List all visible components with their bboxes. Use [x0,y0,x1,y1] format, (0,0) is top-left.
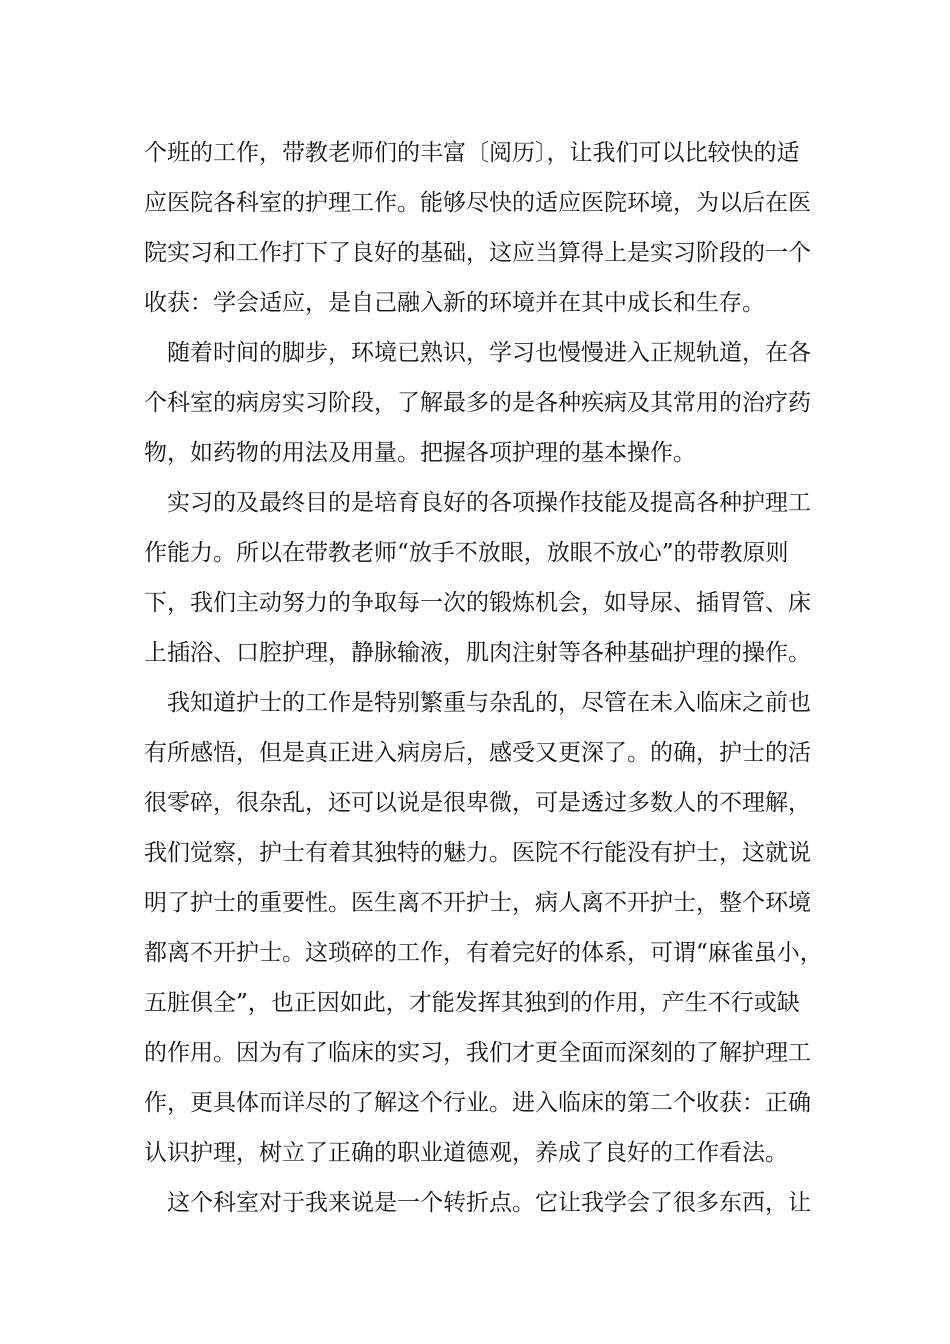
text-line: 作，更具体而详尽的了解这个行业。进入临床的第二个收获：正确 [144,1090,811,1116]
text-line: 五脏俱全”，也正因如此，才能发挥其独到的作用，产生不行或缺 [144,990,800,1016]
text-line: 物，如药物的用法及用量。把握各项护理的基本操作。 [144,440,696,466]
text-line: 随着时间的脚步，环境已熟识，学习也慢慢进入正规轨道，在各 [167,340,811,366]
paragraph [144,478,824,678]
text-line: 我们觉察，护士有着其独特的魅力。医院不行能没有护士，这就说 [144,840,811,866]
text-line: 的作用。因为有了临床的实习，我们才更全面而深刻的了解护理工 [144,1040,811,1066]
paragraph [144,128,824,328]
text-line: 个科室的病房实习阶段，了解最多的是各种疾病及其常用的治疗药 [144,390,811,416]
text-line: 这个科室对于我来说是一个转折点。它让我学会了很多东西，让 [167,1190,811,1216]
text-line: 收获：学会适应，是自己融入新的环境并在其中成长和生存。 [144,290,765,316]
text-line: 很零碎，很杂乱，还可以说是很卑微，可是透过多数人的不理解， [144,790,811,816]
paragraph [144,1178,824,1228]
text-line: 应医院各科室的护理工作。能够尽快的适应医院环境，为以后在医 [144,190,811,216]
text-line: 个班的工作，带教老师们的丰富〔阅历〕，让我们可以比较快的适 [144,140,800,166]
paragraph [144,678,824,1178]
text-line: 明了护士的重要性。医生离不开护士，病人离不开护士，整个环境 [144,890,811,916]
paragraph [144,328,824,478]
text-line: 认识护理，树立了正确的职业道德观，养成了良好的工作看法。 [144,1140,788,1166]
text-line: 作能力。所以在带教老师“放手不放眼，放眼不放心”的带教原则 [144,540,789,566]
document-body [144,128,824,1228]
text-line: 实习的及最终目的是培育良好的各项操作技能及提高各种护理工 [167,490,811,516]
text-line: 我知道护士的工作是特别繁重与杂乱的，尽管在未入临床之前也 [167,690,811,716]
text-line: 都离不开护士。这琐碎的工作，有着完好的体系，可谓“麻雀虽小， [144,940,823,966]
text-line: 下，我们主动努力的争取每一次的锻炼机会，如导尿、插胃管、床 [144,590,811,616]
text-line: 上插浴、口腔护理，静脉输液，肌肉注射等各种基础护理的操作。 [144,640,811,666]
text-line: 院实习和工作打下了良好的基础，这应当算得上是实习阶段的一个 [144,240,811,266]
text-line: 有所感悟，但是真正进入病房后，感受又更深了。的确，护士的活 [144,740,811,766]
